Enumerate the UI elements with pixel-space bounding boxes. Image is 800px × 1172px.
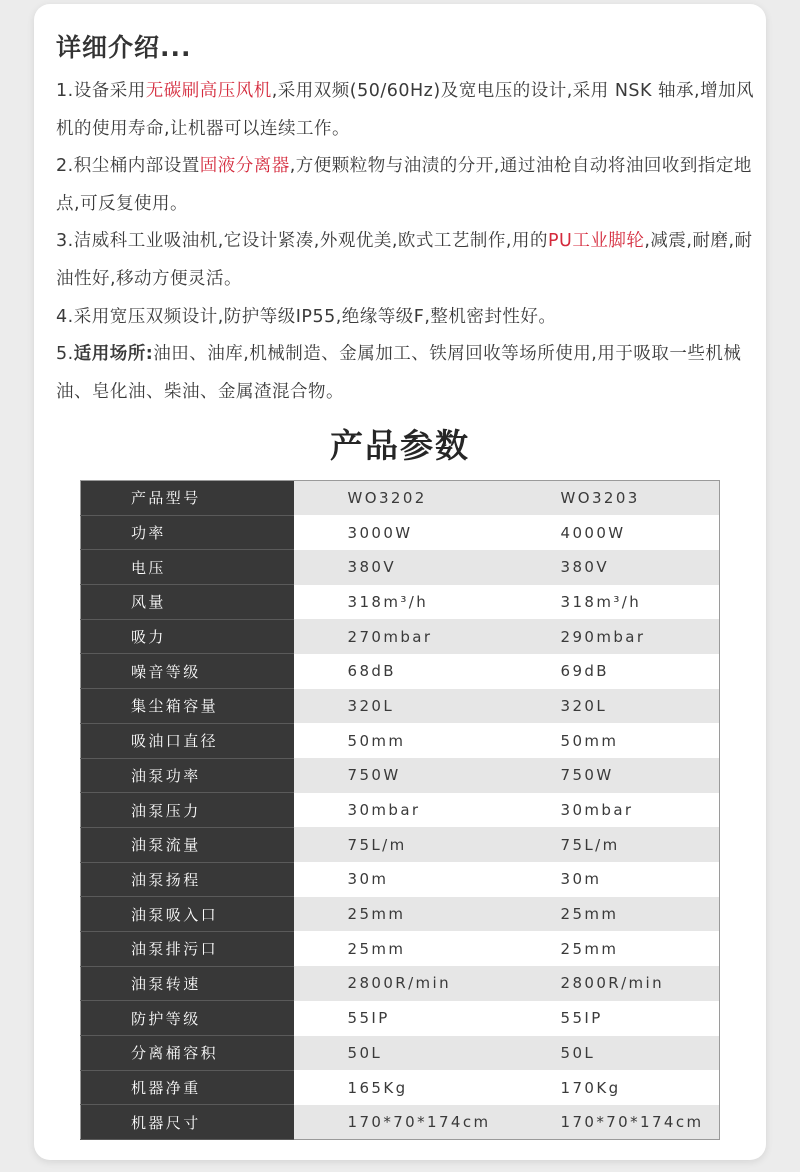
- param-value-model-2: 25mm: [507, 897, 720, 932]
- table-row: [81, 689, 720, 724]
- table-row: [81, 966, 720, 1001]
- param-value-model-1: 30m: [294, 862, 507, 897]
- param-label: 油泵排污口: [81, 931, 294, 966]
- param-value-model-1: 50mm: [294, 723, 507, 758]
- param-value-model-2: 75L/m: [507, 827, 720, 862]
- param-value-model-1: 25mm: [294, 931, 507, 966]
- param-label: 油泵吸入口: [81, 897, 294, 932]
- param-value-model-2: 380V: [507, 550, 720, 585]
- param-value-model-1: 165Kg: [294, 1070, 507, 1105]
- param-value-model-2: 2800R/min: [507, 966, 720, 1001]
- table-row: [81, 515, 720, 550]
- table-row: [81, 1105, 720, 1140]
- table-row: [81, 1001, 720, 1036]
- intro-paragraph-3: 3.洁威科工业吸油机,它设计紧凑,外观优美,欧式工艺制作,用的PU工业脚轮,减震,耐磨,耐油性好,移动方便灵活。: [56, 231, 753, 289]
- param-value-model-1: 750W: [294, 758, 507, 793]
- table-row: [81, 1070, 720, 1105]
- param-value-model-2: 320L: [507, 689, 720, 724]
- table-row: [81, 619, 720, 654]
- param-value-model-1: 75L/m: [294, 827, 507, 862]
- param-label: 油泵压力: [81, 793, 294, 828]
- section-heading: 详细介绍...: [56, 33, 192, 62]
- intro-text: [56, 73, 756, 411]
- param-value-model-2: 4000W: [507, 515, 720, 550]
- highlight-text: PU工业脚轮: [547, 231, 645, 252]
- param-label: 油泵流量: [81, 827, 294, 862]
- param-value-model-2: 170*70*174cm: [507, 1105, 720, 1140]
- param-label: 功率: [81, 515, 294, 550]
- param-value-model-1: 3000W: [294, 515, 507, 550]
- table-row: [81, 758, 720, 793]
- highlight-text: 固液分离器: [199, 156, 290, 177]
- highlight-text: 无碳刷高压风机: [145, 81, 272, 101]
- param-label: 吸油口直径: [81, 723, 294, 758]
- param-value-model-2: WO3203: [507, 481, 720, 516]
- param-label: 风量: [81, 585, 294, 620]
- param-label: 油泵扬程: [81, 862, 294, 897]
- param-value-model-1: 68dB: [294, 654, 507, 689]
- param-value-model-2: 318m³/h: [507, 585, 720, 620]
- param-label: 电压: [81, 550, 294, 585]
- param-value-model-1: 25mm: [294, 897, 507, 932]
- table-row: [81, 897, 720, 932]
- param-label: 分离桶容积: [81, 1036, 294, 1071]
- intro-paragraph-5: 5.适用场所:油田、油库,机械制造、金属加工、铁屑回收等场所使用,用于吸取一些机械油、皂化油、柴油、金属渣混合物。: [56, 344, 742, 402]
- table-row: [81, 793, 720, 828]
- param-value-model-2: 25mm: [507, 931, 720, 966]
- param-label: 油泵转速: [81, 966, 294, 1001]
- param-value-model-1: 318m³/h: [294, 585, 507, 620]
- param-label: 吸力: [81, 619, 294, 654]
- table-row: [81, 481, 720, 516]
- table-row: [81, 1036, 720, 1071]
- param-label: 集尘箱容量: [81, 689, 294, 724]
- param-value-model-2: 69dB: [507, 654, 720, 689]
- intro-paragraph-1: 1.设备采用无碳刷高压风机,采用双频(50/60Hz)及宽电压的设计,采用 NSK 轴承,增加风机的使用寿命,让机器可以连续工作。: [56, 81, 755, 139]
- param-label: 机器净重: [81, 1070, 294, 1105]
- table-row: [81, 723, 720, 758]
- params-title: 产品参数: [330, 426, 470, 465]
- param-value-model-2: 30m: [507, 862, 720, 897]
- param-value-model-1: WO3202: [294, 481, 507, 516]
- table-row: [81, 862, 720, 897]
- param-value-model-1: 380V: [294, 550, 507, 585]
- param-value-model-2: 170Kg: [507, 1070, 720, 1105]
- param-value-model-1: 270mbar: [294, 619, 507, 654]
- param-value-model-2: 30mbar: [507, 793, 720, 828]
- intro-paragraph-2: 2.积尘桶内部设置固液分离器,方便颗粒物与油渍的分开,通过油枪自动将油回收到指定地点,可反复使用。: [56, 156, 752, 214]
- param-label: 噪音等级: [81, 654, 294, 689]
- param-value-model-1: 320L: [294, 689, 507, 724]
- intro-paragraph-4: 4.采用宽压双频设计,防护等级IP55,绝缘等级F,整机密封性好。: [56, 306, 557, 327]
- param-value-model-2: 55IP: [507, 1001, 720, 1036]
- table-row: [81, 827, 720, 862]
- param-label: 油泵功率: [81, 758, 294, 793]
- param-value-model-2: 750W: [507, 758, 720, 793]
- param-label: 产品型号: [81, 481, 294, 516]
- params-table: [80, 480, 720, 1140]
- param-value-model-1: 50L: [294, 1036, 507, 1071]
- param-value-model-2: 290mbar: [507, 619, 720, 654]
- bold-label: 适用场所:: [73, 344, 154, 365]
- table-row: [81, 654, 720, 689]
- param-value-model-2: 50L: [507, 1036, 720, 1071]
- param-value-model-1: 170*70*174cm: [294, 1105, 507, 1140]
- param-value-model-1: 55IP: [294, 1001, 507, 1036]
- param-label: 防护等级: [81, 1001, 294, 1036]
- param-label: 机器尺寸: [81, 1105, 294, 1140]
- table-row: [81, 550, 720, 585]
- params-table-body: [81, 481, 720, 1140]
- param-value-model-1: 2800R/min: [294, 966, 507, 1001]
- param-value-model-2: 50mm: [507, 723, 720, 758]
- table-row: [81, 931, 720, 966]
- table-row: [81, 585, 720, 620]
- param-value-model-1: 30mbar: [294, 793, 507, 828]
